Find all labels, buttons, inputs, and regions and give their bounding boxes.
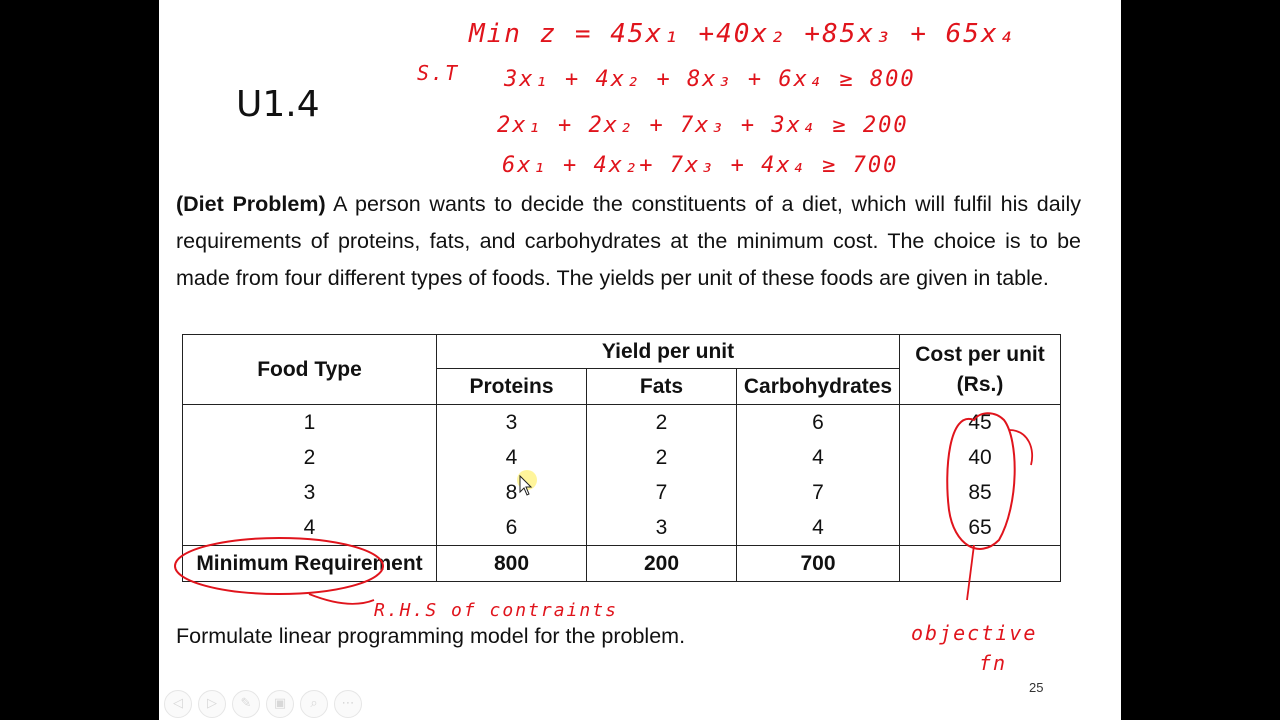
objective-function-note: Min z = 45x₁ +40x₂ +85x₃ + 65x₄ <box>469 19 1017 49</box>
cell-cost: 85 <box>900 475 1061 510</box>
cell-carbs: 4 <box>737 510 900 546</box>
cell-proteins: 8 <box>437 475 587 510</box>
rhs-note: R.H.S of contraints <box>374 600 618 621</box>
cell-carbs: 4 <box>737 440 900 475</box>
cell-min-proteins: 800 <box>437 546 587 582</box>
objective-note-line2: fn <box>979 651 1008 675</box>
instruction-text: Formulate linear programming model for the problem. <box>176 624 686 648</box>
constraint-3-note: 6x₁ + 4x₂+ 7x₃ + 4x₄ ≥ 700 <box>502 153 899 178</box>
cell-food: 2 <box>183 440 437 475</box>
cell-fats: 7 <box>587 475 737 510</box>
minimum-requirement-row <box>183 546 1061 582</box>
cell-carbs: 6 <box>737 405 900 441</box>
slide-id-label: U1.4 <box>236 84 320 125</box>
previous-slide-icon[interactable]: ◁ <box>164 690 192 718</box>
cell-min-req-label: Minimum Requirement <box>183 546 437 582</box>
pen-icon[interactable]: ✎ <box>232 690 260 718</box>
more-options-icon[interactable]: ⋯ <box>334 690 362 718</box>
cell-food: 1 <box>183 405 437 441</box>
cell-food: 4 <box>183 510 437 546</box>
cell-fats: 2 <box>587 405 737 441</box>
rhs-arrow-stroke <box>309 594 374 604</box>
cell-cost: 45 <box>900 405 1061 441</box>
cell-cost: 65 <box>900 510 1061 546</box>
header-cost-line1: Cost per unit <box>915 342 1045 366</box>
cell-proteins: 3 <box>437 405 587 441</box>
header-food-type: Food Type <box>183 335 437 405</box>
table-row <box>183 440 1061 475</box>
cell-min-carbs: 700 <box>737 546 900 582</box>
cell-fats: 2 <box>587 440 737 475</box>
cell-min-cost <box>900 546 1061 582</box>
slide <box>159 0 1121 720</box>
cell-cost: 40 <box>900 440 1061 475</box>
cell-fats: 3 <box>587 510 737 546</box>
slideshow-toolbar <box>164 690 362 718</box>
cell-min-fats: 200 <box>587 546 737 582</box>
problem-body: A person wants to decide the constituents of a diet, which will fulfil his daily requirements of proteins, fats, and carbohydrates at the minimum cost. The choice is to be made from four different types of foods. The yields per unit of these foods are given in table. <box>176 192 1081 290</box>
cell-food: 3 <box>183 475 437 510</box>
header-cost-line2: (Rs.) <box>956 372 1004 396</box>
page-number: 25 <box>1029 680 1044 695</box>
header-proteins: Proteins <box>437 369 587 405</box>
header-yield-per-unit: Yield per unit <box>437 335 900 369</box>
constraint-2-note: 2x₁ + 2x₂ + 7x₃ + 3x₄ ≥ 200 <box>497 113 909 138</box>
table-row <box>183 510 1061 546</box>
subject-to-note: S.T <box>417 61 460 85</box>
food-yield-table <box>182 334 1061 582</box>
cell-carbs: 7 <box>737 475 900 510</box>
header-cost-per-unit <box>900 335 1061 405</box>
table-row <box>183 405 1061 441</box>
see-all-slides-icon[interactable]: ▣ <box>266 690 294 718</box>
problem-title: (Diet Problem) <box>176 192 326 216</box>
cell-proteins: 4 <box>437 440 587 475</box>
zoom-icon[interactable]: ⌕ <box>300 690 328 718</box>
header-carbohydrates: Carbohydrates <box>737 369 900 405</box>
table-row <box>183 475 1061 510</box>
next-slide-icon[interactable]: ▷ <box>198 690 226 718</box>
problem-statement <box>176 186 1081 297</box>
cell-proteins: 6 <box>437 510 587 546</box>
constraint-1-note: 3x₁ + 4x₂ + 8x₃ + 6x₄ ≥ 800 <box>504 67 916 92</box>
mouse-cursor <box>517 470 537 501</box>
objective-note-line1: objective <box>911 621 1038 645</box>
header-fats: Fats <box>587 369 737 405</box>
